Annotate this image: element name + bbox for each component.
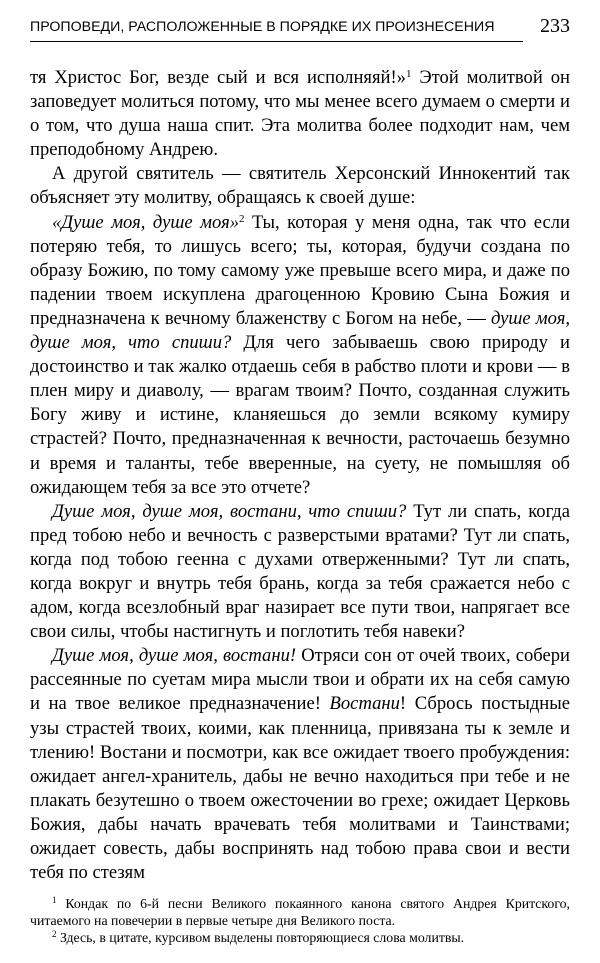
footnote-ref-1: 1: [405, 68, 412, 80]
page-number: 233: [540, 15, 570, 37]
p3-text-2: Для чего забываешь свою природу и достоинство и так жалко отдаешь себя в рабство плоти и крови — в плен миру и диаволу, — врагам твоим? Почто, созданная служить Богу живу и истине, кланяешься до земли всякому кумиру страстей? Почто, предназначенная к вечности, расточаешь безумно и время и таланты, тебе вверенные, на суету, не помышляя об ожидающем тебя за все это отчете?: [30, 332, 570, 498]
p5-italic: Душе моя, душе моя, востани!: [52, 645, 297, 667]
page-header: [30, 14, 570, 44]
p4-text: Тут ли спать, когда пред тобою небо и вечность с разверстыми вратами? Тут ли спать, когда под тобою геенна с духами отверженными? Тут ли спать, когда вокруг и внутрь тебя брань, когда за тебя сражается небо с адом, когда всезлобный враг назирает все пути твои, напрягает все свои силы, чтобы настигнуть и поглотить тебя навеки?: [30, 500, 570, 643]
paragraph-2: А другой святитель — святитель Херсонский Иннокентий так объясняет эту молитву, обращаясь к своей душе:: [30, 163, 570, 209]
p3-quote-open: «Душе моя, душе моя»: [52, 211, 240, 233]
footnote-1-number: 1: [52, 895, 57, 906]
footnote-2: [30, 929, 570, 946]
paragraph-3: [30, 211, 570, 500]
paragraph-1: [30, 66, 570, 162]
p1-text: тя Христос Бог, везде сый и вся исполняяй!»: [30, 67, 406, 88]
footnotes: [30, 895, 570, 946]
running-title: ПРОПОВЕДИ, РАСПОЛОЖЕННЫЕ В ПОРЯДКЕ ИХ ПРОИЗНЕСЕНИЯ: [30, 19, 495, 35]
footnote-1-text: Кондак по 6-й песни Великого покаянного канона святого Андрея Критского, читаемого на повечерии в первые четыре дня Великого поста.: [30, 896, 570, 929]
book-page: [30, 14, 570, 946]
p5-italic-2: Востани: [329, 693, 400, 715]
p5-text-1: Отряси сон от очей твоих, собери рассеянные по суетам мира мысли твои и обрати их на себя самую и на твое великое предназначение!: [30, 645, 570, 715]
p1-rest: Этой молитвой он заповедует молиться потому, что мы менее всего думаем о смерти и о том, что душа наша спит. Эта молитва более подходит нам, чем преподобному Андрею.: [30, 67, 570, 161]
body-text: [30, 66, 570, 885]
paragraph-4: [30, 500, 570, 645]
p5-text-2: ! Сбрось постыдные узы страстей твоих, коими, как пленница, привязана ты к земле и тлению! Востани и посмотри, как все ожидает твоего пробуждения: ожидает ангел-хранитель, дабы не вечно находиться при тебе и не плакать безутешно о твоем ожесточении во грехе; ожидает Церковь Божия, дабы начать врачевать тебя молитвами и Таинствами; ожидает совесть, дабы воспринять над тобою права свои и вести тебя по стезям: [30, 693, 570, 884]
p3-text-1: Ты, которая у меня одна, так что если потеряю тебя, то лишусь всего; ты, которая, будучи создана по образу Божию, по тому самому уже превыше всего мира, и даже по падении твоем искуплена драгоценною Кровию Сына Божия и предназначена к вечному блаженству с Богом на небе, —: [30, 211, 570, 329]
p4-italic: Душе моя, душе моя, востани, что спиши?: [52, 500, 407, 522]
p3-italic-1: душе моя, душе моя, что спиши?: [30, 307, 570, 354]
footnote-ref-2: 2: [239, 212, 245, 225]
header-rule: [30, 41, 523, 42]
footnote-2-text: Здесь, в цитате, курсивом выделены повторяющиеся слова молитвы.: [56, 930, 465, 946]
footnote-1: [30, 895, 570, 929]
footnote-2-number: 2: [52, 929, 57, 940]
paragraph-5: [30, 644, 570, 885]
